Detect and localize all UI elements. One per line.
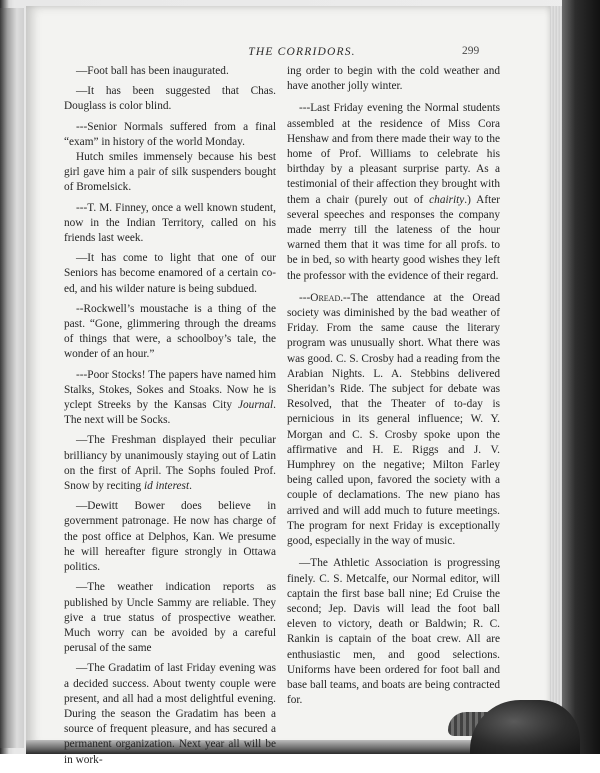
text-run: —The Freshman displayed their peculiar brilliancy by unanimously staying out of Latin on the first of April. The Sophs fouled Prof. Snow by reciting <box>64 434 276 493</box>
facing-page-edge <box>0 8 24 748</box>
paragraph: ing order to begin with the cold weather and have another jolly winter. <box>287 65 500 93</box>
book-cover <box>562 0 600 754</box>
left-column <box>64 64 276 773</box>
text-run: --The attendance at the Oread society was diminished by the bad weather of Friday. From the same cause the literary program was unusually short. What there was was good. C. S. Crosby had a reading from the Arabian Nights. L. A. Stebbins delivered Sheridan’s Ride. The subject for debate was Resolved, that the Theater of to-day is pernicious in its general influence; W. Y. Morgan and C. S. Crosby spoke upon the affirmative and H. E. Riggs and J. V. Humphrey on the negative; Milton Farley being called upon, favored the society with a couple of declamations. The new piano has arrived and will add much to future meetings. The program for next Friday is exceptionally good, especially in the way of music. <box>287 291 500 548</box>
paragraph: —It has been suggested that Chas. Douglass is color blind. <box>64 85 276 113</box>
text-run: . The next will be Socks. <box>64 399 276 427</box>
section-lead: ---Oread. <box>299 291 344 304</box>
paragraph: —The Athletic Association is progressing finely. C. S. Metcalfe, our Normal editor, will captain the first base ball nine; Ed Cruise the second; Jep. Davis will lead the foot ball eleven to victory, death or Baldwin; R. C. Rankin is captain of the boat crew. All are enthusiastic men, and good selections. Uniforms have been ordered for foot ball and base ball teams, and boats are being contracted for. <box>287 557 500 707</box>
text-run: ---Poor Stocks! The papers have named him Stalks, Stokes, Sokes and Stoaks. Now he is yclept Streeks by the Kansas City <box>64 368 276 412</box>
paragraph <box>64 433 276 494</box>
paragraph: —Foot ball has been inaugurated. <box>76 65 229 77</box>
right-column <box>287 64 500 713</box>
text-run: . <box>189 480 192 493</box>
text-run: ---Last Friday evening the Normal students assembled at the residence of Miss Cora Henshaw and from there made their way to the home of Prof. Williams to celebrate his birthday by a pleasant surprise party. As a testimonial of their affection they brought with them a chair (purely out of <box>287 102 500 206</box>
italic-run: id interest <box>144 480 190 493</box>
paragraph <box>64 368 276 429</box>
text-run: .) After several speeches and responses the company made merry till the lateness of the hour warned them that it was time for all profs. to be in bed, so with hearty good wishes they left the professor with the evidence of their regard. <box>287 193 501 282</box>
italic-run: chairity <box>429 193 465 206</box>
running-head: THE CORRIDORS. <box>248 46 356 58</box>
paragraph: —Dewitt Bower does believe in government patronage. He now has charge of the post office at Delphos, Kan. We presume he will hereafter figure strongly in Ottawa politics. <box>64 500 276 574</box>
paragraph: Hutch smiles immensely because his best girl gave him a pair of silk suspenders bought of Bromelsick. <box>64 151 276 194</box>
paragraph: ---T. M. Finney, once a well known student, now in the Indian Territory, called on his friends last week. <box>64 201 276 245</box>
paragraph <box>287 291 500 549</box>
paragraph: —The weather indication reports as published by Uncle Sammy are reliable. They give a true status of prospective weather. Much worry can be avoided by a careful perusal of the same <box>64 581 276 655</box>
paragraph: ---Senior Normals suffered from a final “exam” in history of the world Monday. <box>64 120 276 148</box>
paragraph: --Rockwell’s moustache is a thing of the past. “Gone, glimmering through the dreams of things that were, a schoolboy’s tale, the wonder of an hour.” <box>64 302 276 361</box>
paragraph: —The Gradatim of last Friday evening was a decided success. About twenty couple were present, and all had a most delightful evening. During the season the Gradatim has been a source of frequent pleasure, and has secured a permanent organization. Next year all will be in work- <box>64 662 276 766</box>
italic-run: Journal <box>238 399 274 412</box>
paragraph <box>287 101 500 283</box>
page-number: 299 <box>462 45 480 57</box>
paragraph: —It has come to light that one of our Seniors has become enamored of a certain co-ed, and his wilder nature is being subdued. <box>64 252 276 295</box>
